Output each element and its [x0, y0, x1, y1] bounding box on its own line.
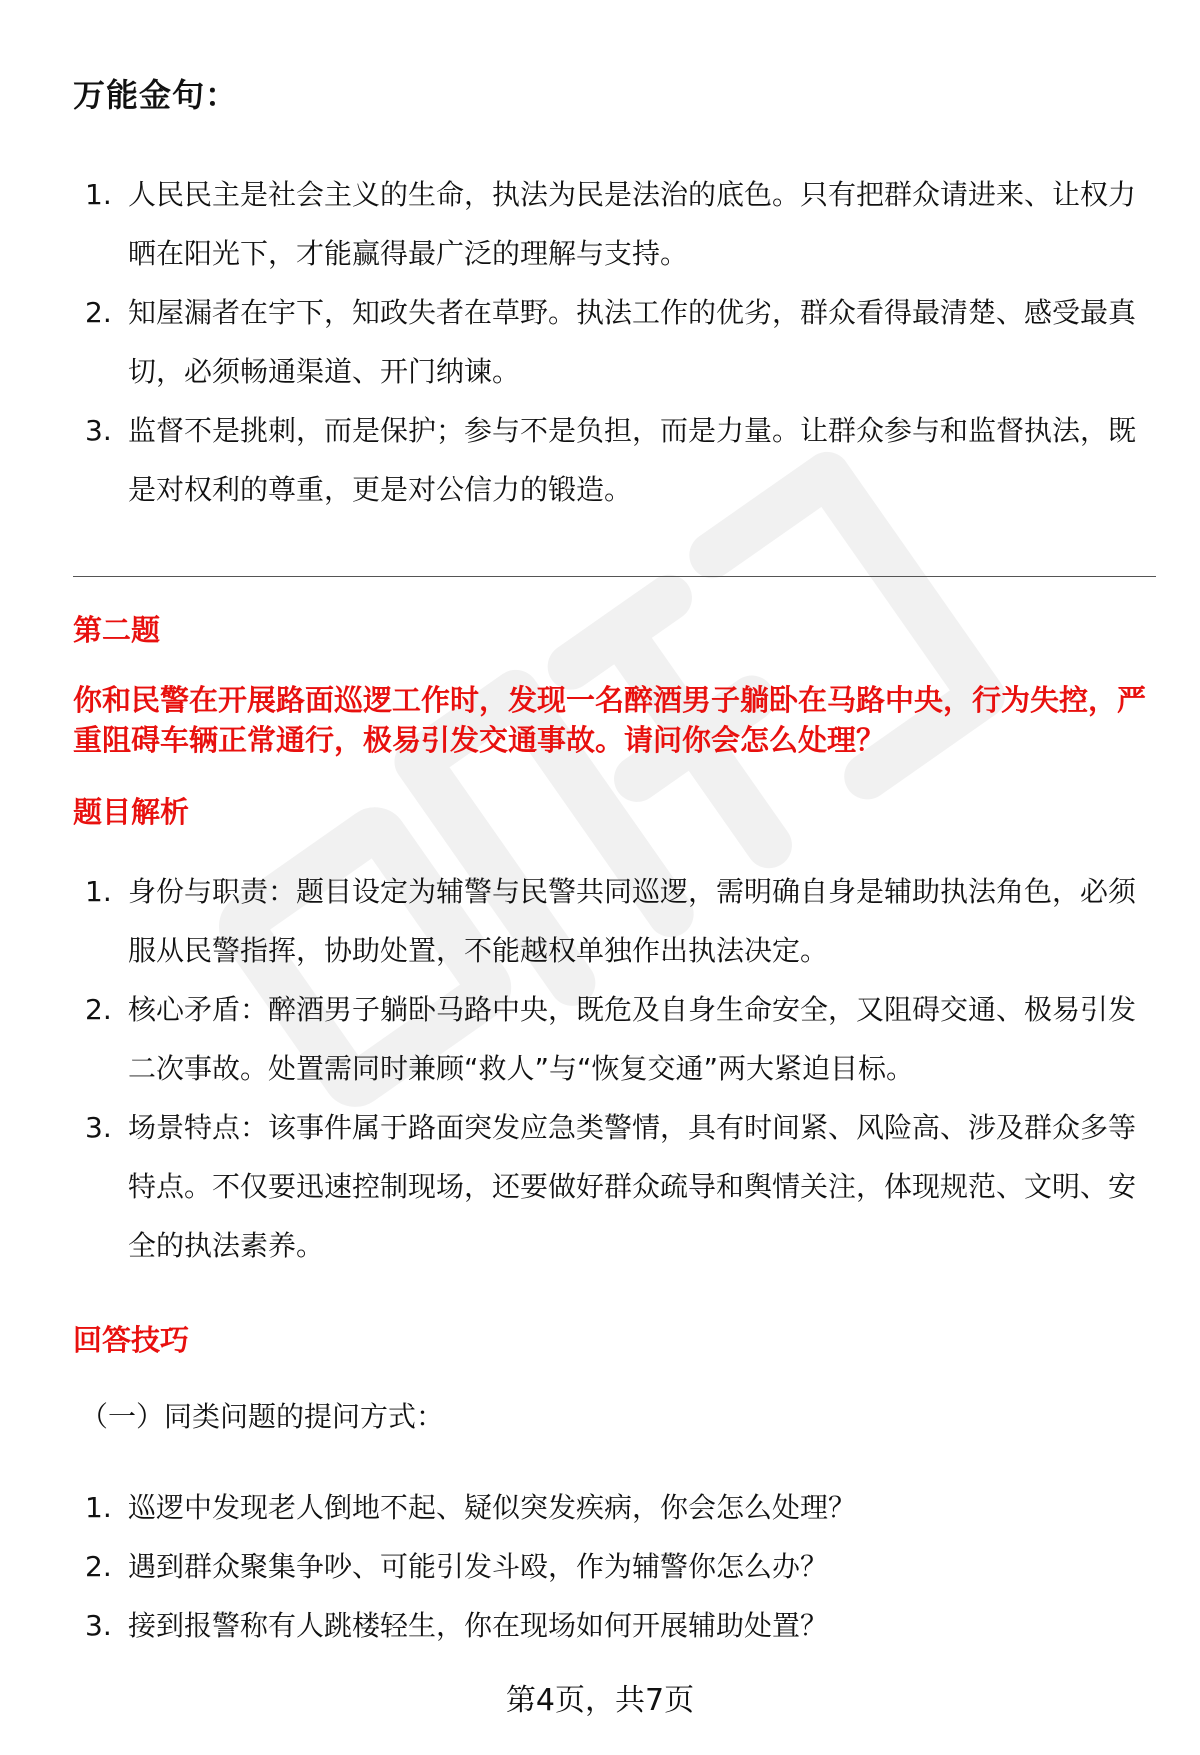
similar-questions-list [73, 1478, 1163, 1655]
list-item-text: 核心矛盾：醉酒男子躺卧马路中央，既危及自身生命安全，又阻碍交通、极易引发二次事故。处置需同时兼顾“救人”与“恢复交通”两大紧迫目标。 [128, 993, 1137, 1085]
list-item-number: 3. [85, 1609, 112, 1642]
list-item-number: 1. [85, 875, 112, 908]
list-item-number: 3. [85, 1111, 112, 1144]
list-item-text: 遇到群众聚集争吵、可能引发斗殴，作为辅警你怎么办？ [128, 1550, 829, 1583]
list-item-number: 2. [85, 296, 112, 329]
list-item [73, 401, 1163, 519]
question-body: 你和民警在开展路面巡逻工作时，发现一名醉酒男子躺卧在马路中央，行为失控，严重阻碍车辆正常通行，极易引发交通事故。请问你会怎么处理？ [73, 683, 1147, 757]
tips-title: 回答技巧 [73, 1323, 190, 1357]
list-item-number: 1. [85, 178, 112, 211]
list-item [73, 283, 1163, 401]
list-item-text: 巡逻中发现老人倒地不起、疑似突发疾病，你会怎么处理？ [128, 1491, 857, 1524]
list-item [73, 1098, 1163, 1275]
analysis-list [73, 862, 1163, 1275]
list-item-text: 接到报警称有人跳楼轻生，你在现场如何开展辅助处置？ [128, 1609, 829, 1642]
section-divider [73, 576, 1156, 577]
tips-subheading: （一）同类问题的提问方式： [80, 1400, 445, 1433]
list-item-text: 场景特点：该事件属于路面突发应急类警情，具有时间紧、风险高、涉及群众多等特点。不仅要迅速控制现场，还要做好群众疏导和舆情关注，体现规范、文明、安全的执法素养。 [128, 1111, 1137, 1262]
list-item [73, 980, 1163, 1098]
list-item [73, 862, 1163, 980]
list-item-text: 人民民主是社会主义的生命，执法为民是法治的底色。只有把群众请进来、让权力晒在阳光下，才能赢得最广泛的理解与支持。 [128, 178, 1137, 270]
list-item-number: 2. [85, 993, 112, 1026]
list-item-text: 身份与职责：题目设定为辅警与民警共同巡逻，需明确自身是辅助执法角色，必须服从民警指挥，协助处置，不能越权单独作出执法决定。 [128, 875, 1137, 967]
golden-sentence-list [73, 165, 1163, 519]
list-item-number: 1. [85, 1491, 112, 1524]
list-item-number: 2. [85, 1550, 112, 1583]
list-item-text: 监督不是挑刺，而是保护；参与不是负担，而是力量。让群众参与和监督执法，既是对权利的尊重，更是对公信力的锻造。 [128, 414, 1137, 506]
list-item [73, 1596, 1163, 1655]
list-item [73, 165, 1163, 283]
list-item-text: 知屋漏者在宇下，知政失者在草野。执法工作的优劣，群众看得最清楚、感受最真切，必须畅通渠道、开门纳谏。 [128, 296, 1137, 388]
analysis-title: 题目解析 [73, 795, 190, 829]
list-item [73, 1537, 1163, 1596]
page-footer: 第4页，共7页 [505, 1683, 695, 1718]
list-item [73, 1478, 1163, 1537]
question-title: 第二题 [73, 613, 161, 647]
section-title: 万能金句： [73, 76, 239, 114]
list-item-number: 3. [85, 414, 112, 447]
